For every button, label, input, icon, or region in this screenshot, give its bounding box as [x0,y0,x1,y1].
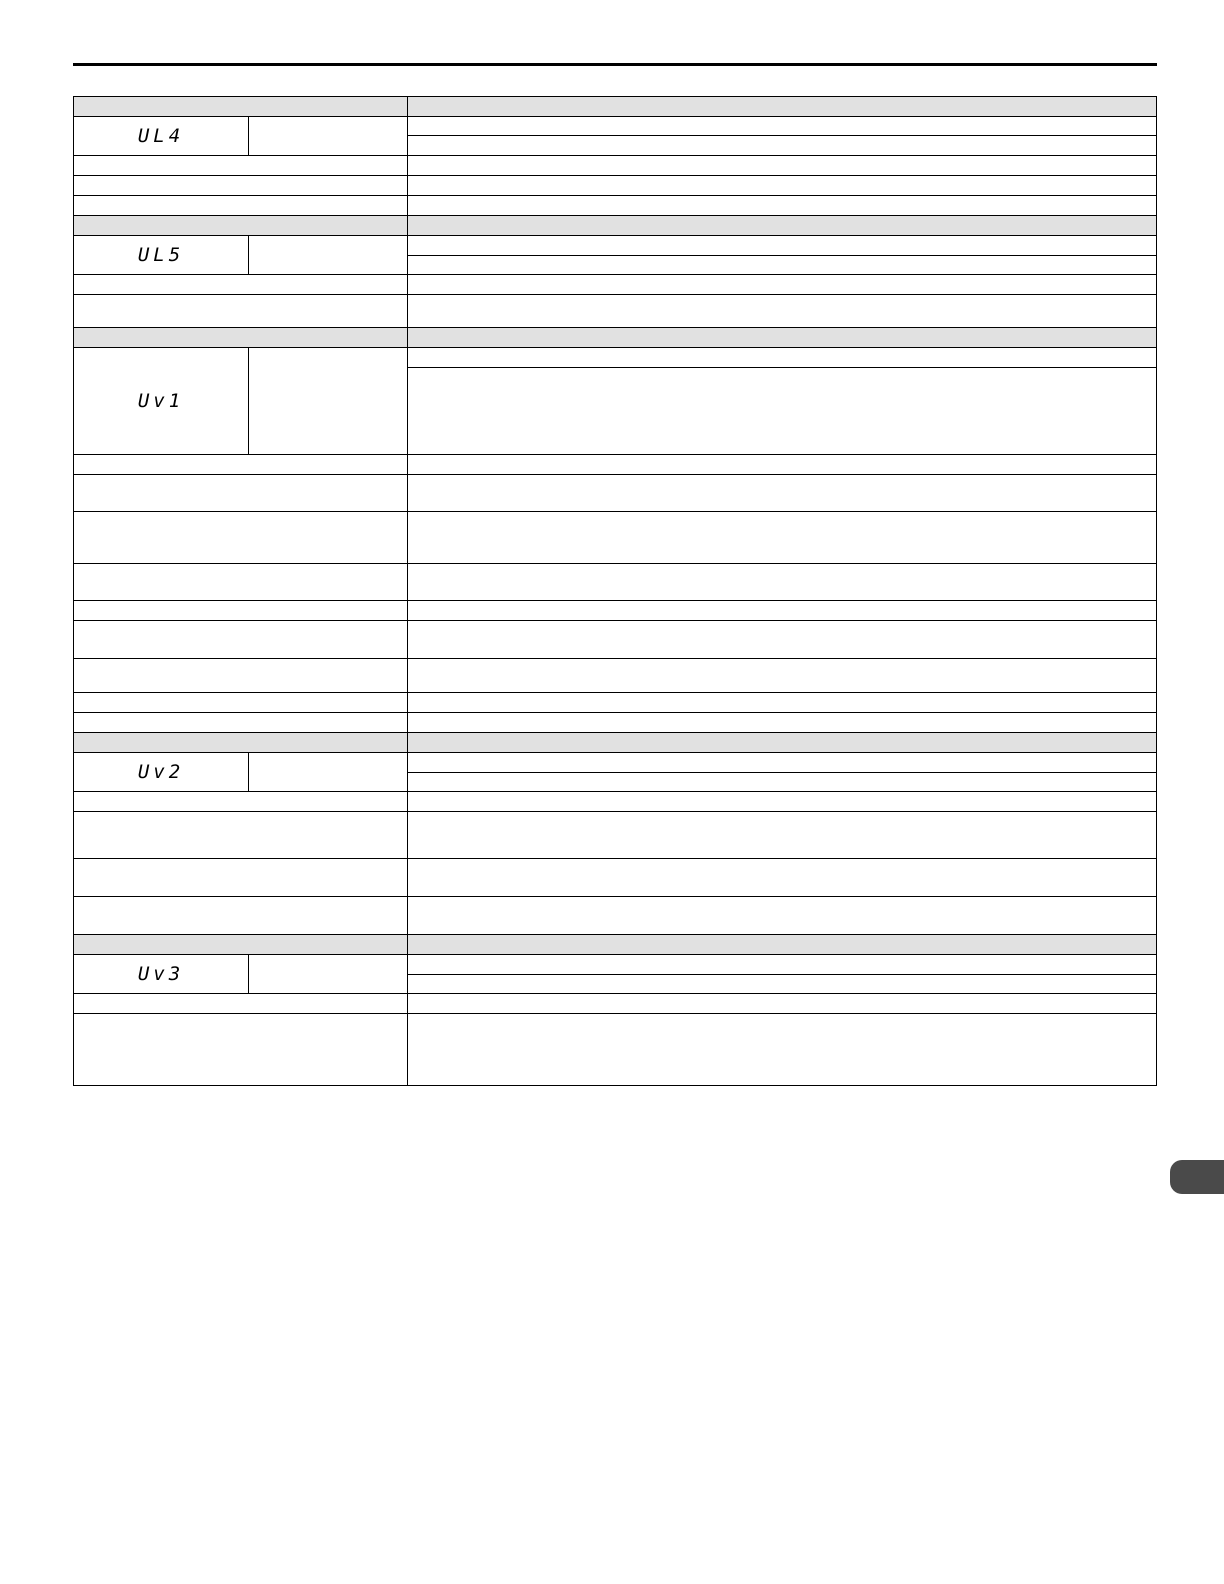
table-row [73,693,1157,713]
table-row [73,753,1157,792]
table-row [73,564,1157,601]
table-row [73,859,1157,897]
chapter-tab [1170,1160,1224,1194]
table-row [73,348,1157,455]
table-row [73,512,1157,564]
table-row [73,176,1157,196]
table-row [73,328,1157,348]
display-code: UL5 [137,244,185,266]
display-code: UL4 [137,125,185,147]
table-row [73,236,1157,275]
table-row [73,792,1157,812]
table-row [73,196,1157,216]
table-row [73,994,1157,1014]
table-row [73,621,1157,659]
table-row [73,659,1157,693]
table-row [73,475,1157,512]
table-row [73,897,1157,935]
table-row [73,156,1157,176]
display-code: Uv3 [137,963,185,985]
table-row [73,96,1157,117]
table-row [73,117,1157,156]
table-row [73,935,1157,955]
table-row [73,812,1157,859]
display-code: Uv2 [137,761,185,783]
table-row [73,601,1157,621]
table-row [73,455,1157,475]
display-code: Uv1 [137,390,185,412]
header-rule [73,63,1157,66]
table-row [73,295,1157,328]
table-row [73,955,1157,994]
table-row [73,1014,1157,1086]
table-row [73,216,1157,236]
table-row [73,733,1157,753]
table-row [73,713,1157,733]
table-row [73,275,1157,295]
